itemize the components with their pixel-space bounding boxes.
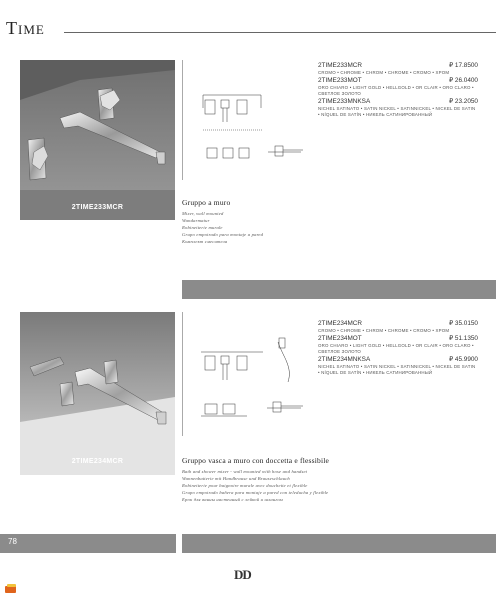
translation-line: Комплект смесителя [182,239,228,244]
finish-description: NICHEL SATINATO • SATIN NICKEL • SATINNICKEL • NICKEL DE SATIN • NÍQUEL DE SATÍN • НИКЕЛЬ САТИНИРОВАННЫЙ [318,363,476,375]
finish-description: NICHEL SATINATO • SATIN NICKEL • SATINNICKEL • NICKEL DE SATIN • NÍQUEL DE SATÍN • НИКЕЛЬ САТИНИРОВАННЫЙ [318,105,476,117]
product-price: ₽ 17.8500 [449,62,478,69]
technical-drawing-1 [182,60,317,180]
product-description-1 [182,198,482,245]
page-title: TIME [6,18,45,38]
product-name: Gruppo vasca a muro con doccetta e flessibile [182,456,330,465]
price-item [318,320,478,335]
section-divider-1 [182,280,496,299]
translation-line: Wannenbatterie mit Handbrause und Brauseschlauch [182,476,290,481]
product-name: Gruppo a muro [182,198,231,207]
product-price: ₽ 35.0150 [449,320,478,327]
product-code: 2TIME233MNKSA [318,97,371,105]
translation-line: Wandarmatur [182,218,210,223]
section-divider-2 [182,534,496,553]
product-price: ₽ 51.1350 [449,334,478,342]
translation-line: Mixer, wall mounted [182,211,224,216]
footer-bar [0,534,176,553]
product-description-2 [182,456,482,503]
translation-line: Grupo empotrado para montaje a pared [182,232,264,237]
price-item [318,62,478,77]
translation-line: Bath and shower mixer - wall mounted with hose and handset [182,469,308,474]
translation-line: Robinetterie pour baignoire murale avec douchette et flexible [182,483,308,488]
product-price: ₽ 23.2050 [449,97,478,105]
product-code: 2TIME234MNKSA [318,355,371,363]
product-photo-2 [20,312,175,475]
price-list-2 [318,320,478,377]
product-code: 2TIME233MCR [318,62,363,69]
page-number: 78 [8,537,17,546]
product-price: ₽ 45.9900 [449,355,478,363]
price-item [318,98,478,119]
price-list-1 [318,62,478,119]
product-code: 2TIME234MCR [318,320,363,327]
product-code: 2TIME234MOT [318,334,362,342]
brand-logo: DD [234,567,251,582]
bookmark-icon[interactable] [5,584,18,594]
translation-line: Ерок для ванны настенный с лейкой и шлангом [182,497,283,502]
product-photo-label-2: 2TIME234MCR [71,458,124,465]
faucet-photo-2 [20,312,175,475]
faucet-photo-1 [20,60,175,220]
technical-drawing-svg-2 [183,312,318,436]
header-rule [64,32,496,33]
finish-description: ORO CHIARO • LIGHT GOLD • HELLGOLD • OR CLAIR • ORO CLARO • СВЕТЛОЕ ЗОЛОТО [318,84,474,96]
product-price: ₽ 26.0400 [449,76,478,84]
finish-description: CROMO • CHROME • CHROM • CHROME • CROMO • ХРОМ [318,70,450,75]
price-item [318,335,478,356]
technical-drawing-svg-1 [183,60,318,180]
technical-drawing-2 [182,312,317,436]
finish-description: CROMO • CHROME • CHROM • CHROME • CROMO • ХРОМ [318,328,450,333]
finish-description: ORO CHIARO • LIGHT GOLD • HELLGOLD • OR CLAIR • ORO CLARO • СВЕТЛОЕ ЗОЛОТО [318,342,474,354]
product-code: 2TIME233MOT [318,76,362,84]
price-item [318,356,478,377]
product-photo-1 [20,60,175,220]
product-photo-label-1: 2TIME233MCR [71,204,124,211]
price-item [318,77,478,98]
translation-line: Grupo empotrado bañera para montaje a pared con teleducha y flexible [182,490,329,495]
translation-line: Robinetterie murale [182,225,223,230]
